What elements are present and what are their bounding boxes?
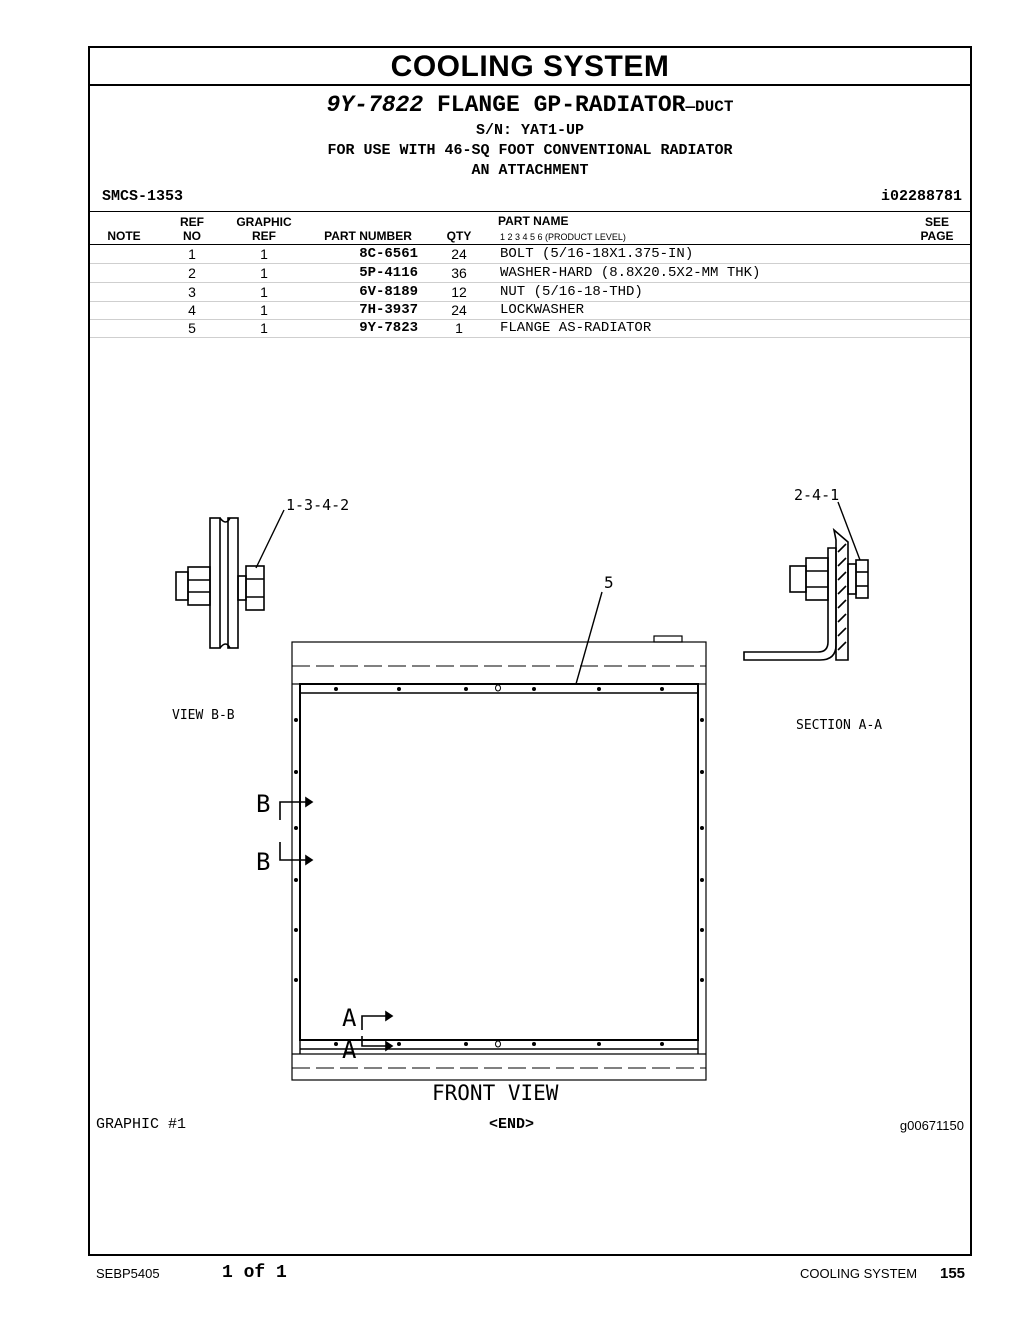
row-part-name: WASHER-HARD (8.8X20.5X2-MM THK) bbox=[500, 265, 761, 281]
row-part-number: 8C-6561 bbox=[359, 246, 418, 262]
serial-number: S/N: YAT1-UP bbox=[475, 122, 585, 139]
section-aa-detail bbox=[744, 502, 868, 660]
row-qty: 24 bbox=[451, 246, 467, 262]
section-letter-b-bottom: B bbox=[256, 848, 271, 876]
row-part-name: FLANGE AS-RADIATOR bbox=[500, 320, 652, 336]
illustration-id: i02288781 bbox=[880, 188, 962, 205]
group-part-number: 9Y-7822 bbox=[326, 92, 424, 118]
row-part-number: 5P-4116 bbox=[359, 265, 418, 281]
footer-section: COOLING SYSTEM bbox=[800, 1266, 918, 1281]
col-see-page-line1: SEE bbox=[924, 215, 949, 229]
row-qty: 1 bbox=[455, 320, 463, 336]
section-letter-b-top: B bbox=[256, 790, 271, 818]
group-name-suffix: —DUCT bbox=[685, 98, 734, 116]
smcs-code: SMCS-1353 bbox=[102, 188, 184, 205]
label-front-view: FRONT VIEW bbox=[432, 1081, 559, 1105]
label-section-aa: SECTION A-A bbox=[796, 718, 883, 733]
section-letter-a-bottom: A bbox=[342, 1036, 357, 1064]
section-title: COOLING SYSTEM bbox=[90, 48, 970, 86]
row-graphic-ref: 1 bbox=[260, 246, 268, 262]
row-ref: 3 bbox=[188, 284, 196, 300]
label-view-bb: VIEW B-B bbox=[172, 708, 235, 723]
group-name: FLANGE GP-RADIATOR bbox=[436, 92, 686, 118]
usage-note: FOR USE WITH 46-SQ FOOT CONVENTIONAL RADIATOR bbox=[327, 142, 733, 159]
section-arrows bbox=[280, 798, 392, 1050]
footer-page-number: 155 bbox=[940, 1265, 966, 1282]
row-graphic-ref: 1 bbox=[260, 284, 268, 300]
col-see-page-line2: PAGE bbox=[920, 229, 954, 243]
row-part-name: NUT (5/16-18-THD) bbox=[500, 284, 643, 300]
front-view-center-marks bbox=[496, 685, 501, 1047]
row-ref: 1 bbox=[188, 246, 196, 262]
col-graphic-ref-line1: GRAPHIC bbox=[236, 215, 292, 229]
row-ref: 5 bbox=[188, 320, 196, 336]
view-bb-detail bbox=[176, 510, 284, 648]
row-graphic-ref: 1 bbox=[260, 265, 268, 281]
callout-section-aa: 2-4-1 bbox=[794, 486, 840, 504]
row-ref: 4 bbox=[188, 302, 196, 318]
graphic-id: g00671150 bbox=[899, 1118, 964, 1133]
product-levels: 1 2 3 4 5 6 (PRODUCT LEVEL) bbox=[500, 232, 626, 242]
row-part-number: 9Y-7823 bbox=[359, 320, 418, 336]
row-ref: 2 bbox=[188, 265, 196, 281]
row-qty: 12 bbox=[451, 284, 467, 300]
front-view-bolt-holes bbox=[294, 687, 704, 1046]
section-letter-a-top: A bbox=[342, 1004, 357, 1032]
col-part-number: PART NUMBER bbox=[324, 229, 412, 243]
row-part-number: 6V-8189 bbox=[359, 284, 418, 300]
row-part-number: 7H-3937 bbox=[359, 302, 418, 318]
row-graphic-ref: 1 bbox=[260, 320, 268, 336]
callout-flange: 5 bbox=[604, 573, 614, 592]
end-marker: <END> bbox=[489, 1116, 535, 1133]
row-qty: 24 bbox=[451, 302, 467, 318]
footer-doc-number: SEBP5405 bbox=[96, 1266, 160, 1281]
col-qty: QTY bbox=[446, 229, 472, 243]
col-note: NOTE bbox=[107, 229, 141, 243]
row-qty: 36 bbox=[451, 265, 467, 281]
col-ref-no-line1: REF bbox=[180, 215, 204, 229]
row-graphic-ref: 1 bbox=[260, 302, 268, 318]
footer-page-count: 1 of 1 bbox=[222, 1263, 287, 1283]
col-part-name: PART NAME bbox=[498, 214, 569, 228]
callout-view-bb: 1-3-4-2 bbox=[286, 496, 350, 514]
col-graphic-ref-line2: REF bbox=[252, 229, 276, 243]
row-part-name: BOLT (5/16-18X1.375-IN) bbox=[500, 246, 694, 262]
row-part-name: LOCKWASHER bbox=[500, 302, 585, 318]
col-ref-no-line2: NO bbox=[183, 229, 201, 243]
graphic-label: GRAPHIC #1 bbox=[96, 1116, 187, 1133]
attachment-note: AN ATTACHMENT bbox=[471, 162, 589, 179]
